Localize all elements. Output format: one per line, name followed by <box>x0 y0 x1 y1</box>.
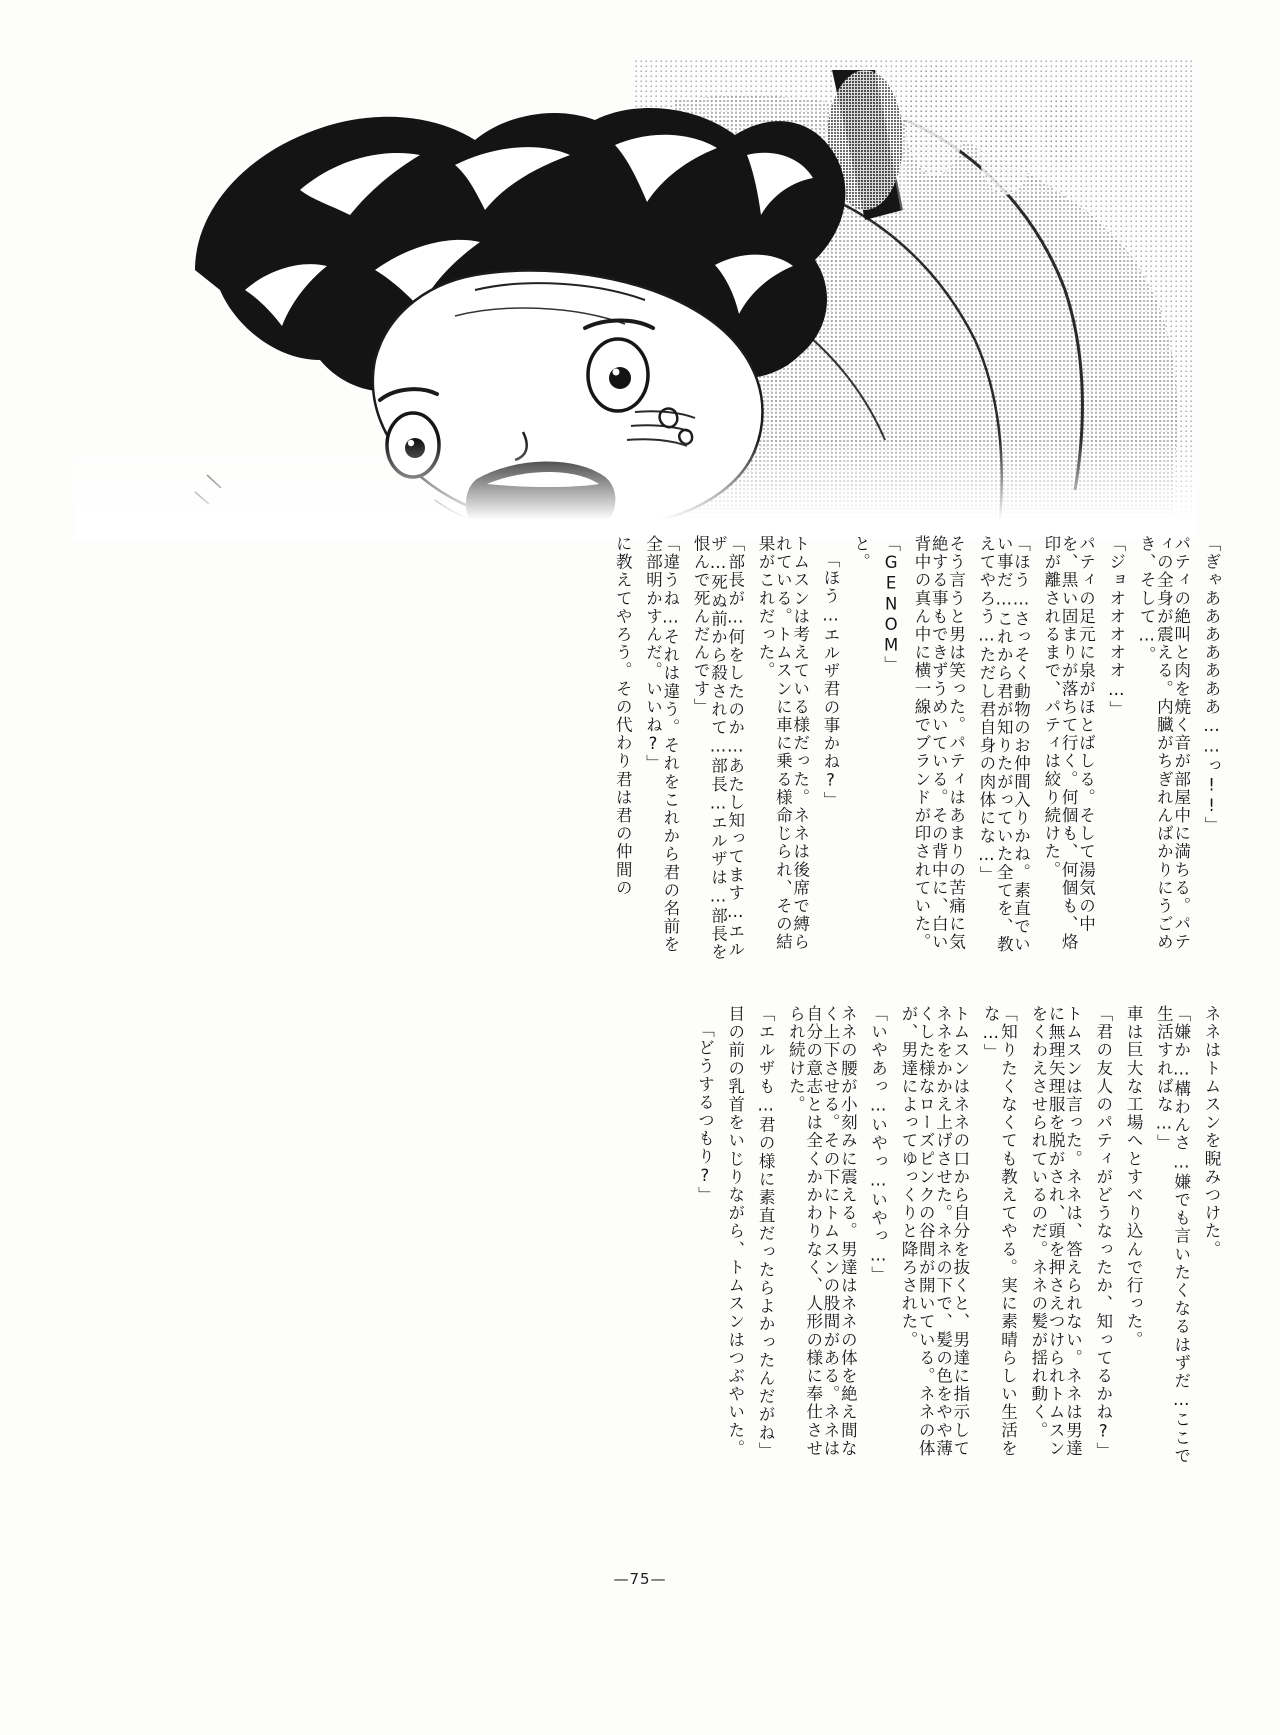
manga-panel-artwork <box>75 60 1195 540</box>
text-column: トムスンは考えている様だった。ネネは後席で縛られている。トムスンに車に乗る様命じられ、その結果がこれだった。 <box>756 535 810 952</box>
text-column: と。 <box>851 535 871 572</box>
text-column: パティの絶叫と肉を焼く音が部屋中に満ちる。パティの全身が震える。内臓がちぎれんばかりにうごめき、そして…。 <box>1137 535 1191 952</box>
text-column: 「ほう…さっそく動物のお仲間入りかね。素直でいい事だ…これから君が知りたがっていた全てを、教えてやろう…ただし君自身の肉体にな…」 <box>976 535 1031 954</box>
story-text <box>60 535 1220 1545</box>
text-columns-lower <box>683 1005 1220 1475</box>
text-column: 「知りたくなくても教えてやる。実に素晴らしい生活をな…」 <box>981 1005 1018 1458</box>
text-column: 「君の友人のパティがどうなったか、知ってるかね?」 <box>1093 1005 1113 1460</box>
manga-panel <box>75 60 1195 540</box>
text-column: そう言うと男は笑った。パティはあまりの苦痛に気絶する事もできずうめいている。その背中に、白い背中の真ん中に横一線でブランドが印されていた。 <box>911 535 966 952</box>
text-column: 「エルザも…君の様に素直だったらよかったんだがね」 <box>756 1005 776 1460</box>
text-column: 「ジョオオオオオ…」 <box>1106 535 1126 719</box>
text-column: 車は巨大な工場へとすべり込んで行った。 <box>1124 1005 1144 1349</box>
text-column: 「ぎゃあああああああ……っ!!」 <box>1202 535 1221 835</box>
text-column: ネネの腰が小刻みに震える。男達はネネの体を絶え間なく上下させる。その下にトムスンの股間がある。ネネは自分の意志とは全くかかわりなく、人形の様に奉仕させられ続けた。 <box>786 1005 858 1458</box>
text-column: に教えてやろう。その代わり君は君の仲間の <box>613 535 633 897</box>
text-columns-upper <box>601 535 1220 965</box>
text-column: パティの足元に泉がほとばしる。そして湯気の中を、黒い固まりが落ちて行く。何個も、何個も、烙印が離されるまで、パティは絞り続けた。 <box>1041 535 1096 952</box>
text-column: トムスンは言った。ネネは、答えられない。ネネは男達に無理矢理服を脱がされ、頭を押さえつけられトムスンをくわえさせられているのだ。ネネの髪が揺れ動く。 <box>1028 1005 1083 1458</box>
text-column: 「いやあっ…いやっ…いやっ…」 <box>868 1005 888 1284</box>
text-column: 「どうするつもり?」 <box>695 1021 715 1205</box>
text-column: 「部長が…何をしたのか…あたし知ってます…エルザ…死ぬ前から殺されて…部長…エルザは…部長を恨んで死んだんです」 <box>691 535 745 962</box>
text-column: 「ほう…エルザ君の事かね?」 <box>821 551 840 810</box>
text-column: トムスンはネネの口から自分を抜くと、男達に指示してネネをかかえ上げさせた。ネネの下で、髪の色をやや薄くした様なローズピンクの谷間が開いている。ネネの体が、男達によってゆっくりと降ろされた。 <box>898 1005 970 1458</box>
text-column: 「違うね…それは違う。それをこれから君の名前を全部明かすんだ。いいね?」 <box>643 535 680 954</box>
page-number: —75— <box>613 1570 667 1588</box>
text-column: 「嫌か…構わんさ…嫌でも言いたくなるはずだ…ここで生活すればな…」 <box>1154 1005 1191 1465</box>
text-column: 「GENOM」 <box>881 535 901 675</box>
text-column: 目の前の乳首をいじりながら、トムスンはつぶやいた。 <box>725 1005 745 1458</box>
text-column: ネネはトムスンを睨みつけた。 <box>1202 1005 1221 1259</box>
